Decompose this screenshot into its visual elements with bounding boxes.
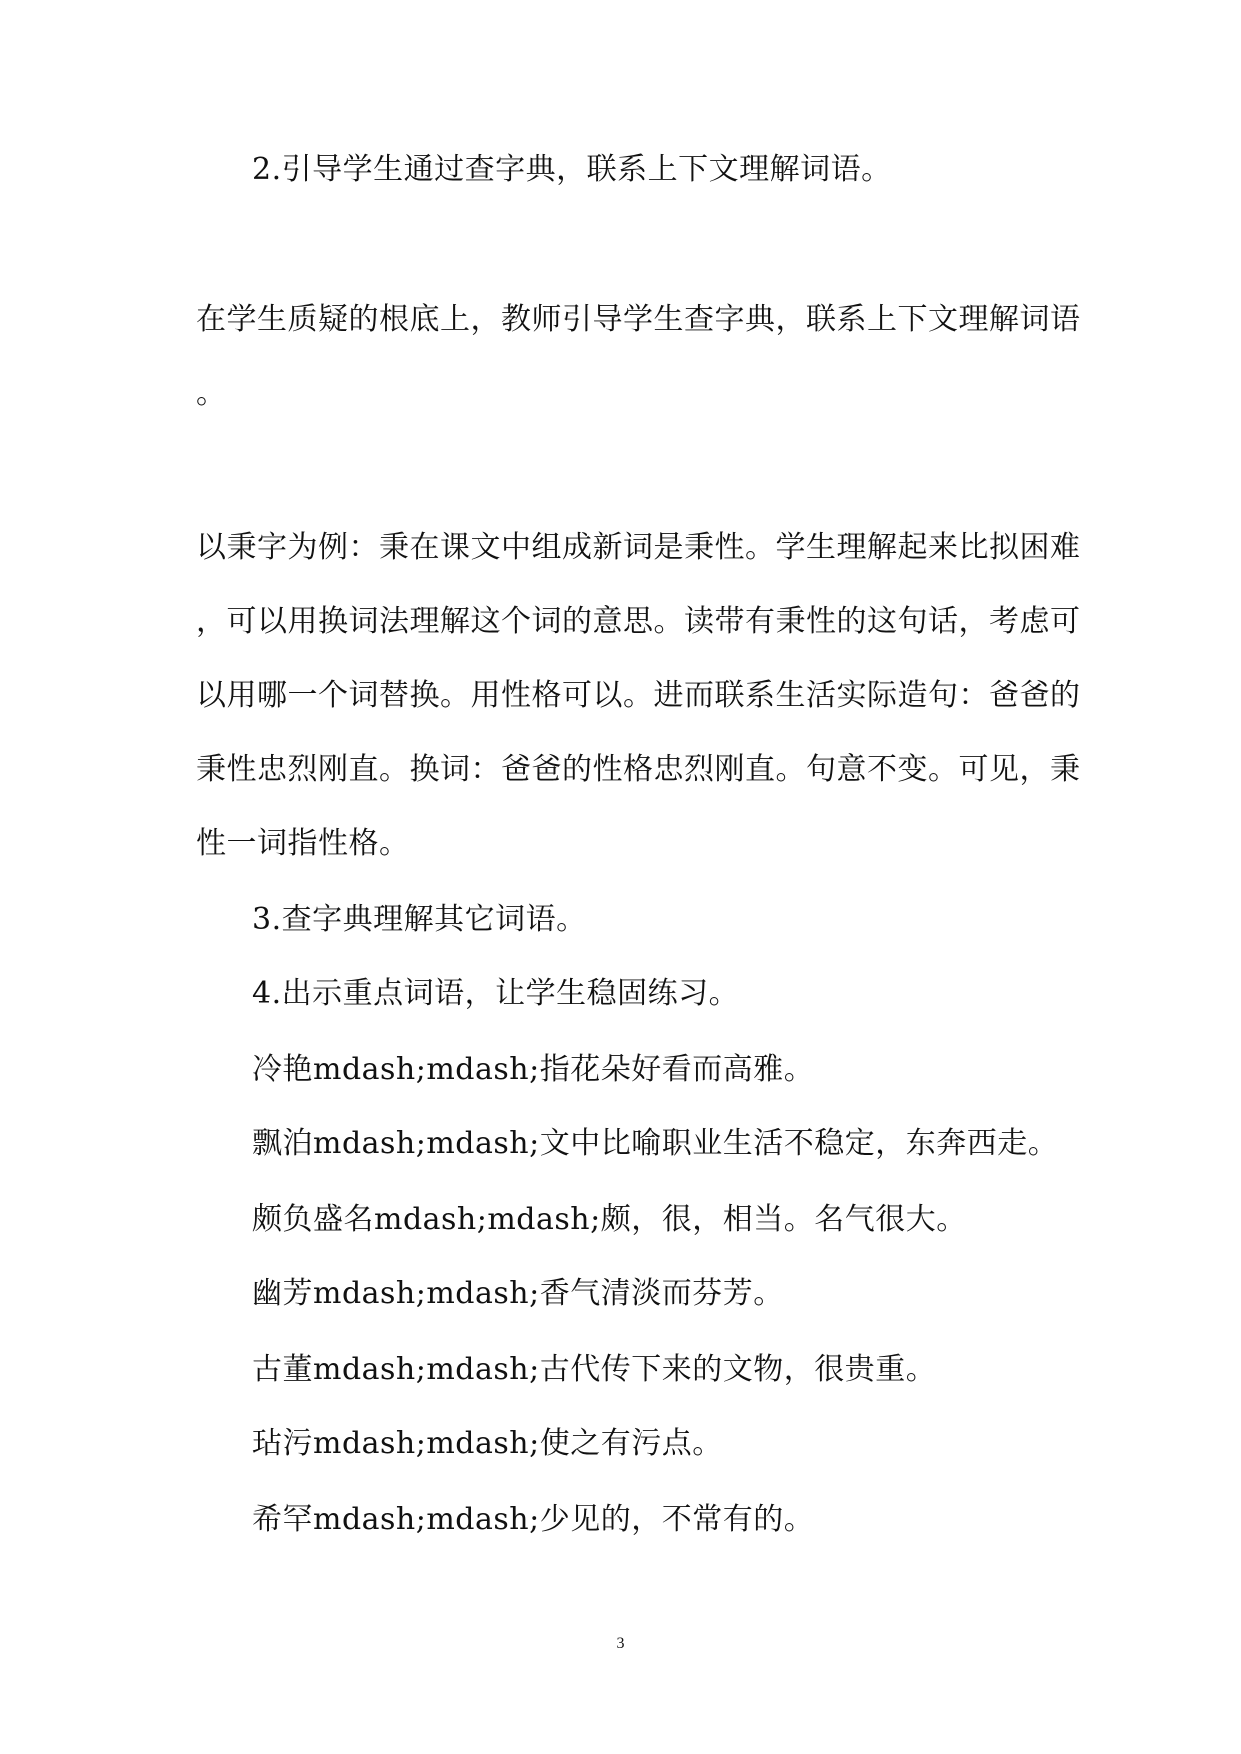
paragraph-line: ，可以用换词法理解这个词的意思。读带有秉性的这句话，考虑可 [196, 604, 1081, 639]
step-2-heading: 2.引导学生通过查字典，联系上下文理解词语。 [252, 152, 892, 187]
page-number: 3 [616, 1635, 625, 1652]
vocabulary-item: 玷污mdash;mdash;使之有污点。 [252, 1426, 723, 1461]
vocabulary-item: 希罕mdash;mdash;少见的，不常有的。 [252, 1502, 815, 1537]
paragraph-line: 以秉字为例：秉在课文中组成新词是秉性。学生理解起来比拟困难 [196, 530, 1081, 565]
paragraph-line: 以用哪一个词替换。用性格可以。进而联系生活实际造句：爸爸的 [196, 678, 1081, 713]
vocabulary-item: 飘泊mdash;mdash;文中比喻职业生活不稳定，东奔西走。 [252, 1126, 1059, 1161]
vocabulary-item: 颇负盛名mdash;mdash;颇，很，相当。名气很大。 [252, 1202, 967, 1237]
vocabulary-item: 古董mdash;mdash;古代传下来的文物，很贵重。 [252, 1352, 937, 1387]
step-3-heading: 3.查字典理解其它词语。 [252, 902, 587, 937]
vocabulary-item: 冷艳mdash;mdash;指花朵好看而高雅。 [252, 1052, 815, 1087]
vocabulary-item: 幽芳mdash;mdash;香气清淡而芬芳。 [252, 1276, 784, 1311]
paragraph-line: 在学生质疑的根底上，教师引导学生查字典，联系上下文理解词语 [196, 302, 1081, 337]
paragraph-line: 性一词指性格。 [196, 826, 410, 861]
step-4-heading: 4.出示重点词语，让学生稳固练习。 [252, 976, 740, 1011]
paragraph-line: 。 [196, 376, 227, 411]
paragraph-line: 秉性忠烈刚直。换词：爸爸的性格忠烈刚直。句意不变。可见，秉 [196, 752, 1081, 787]
